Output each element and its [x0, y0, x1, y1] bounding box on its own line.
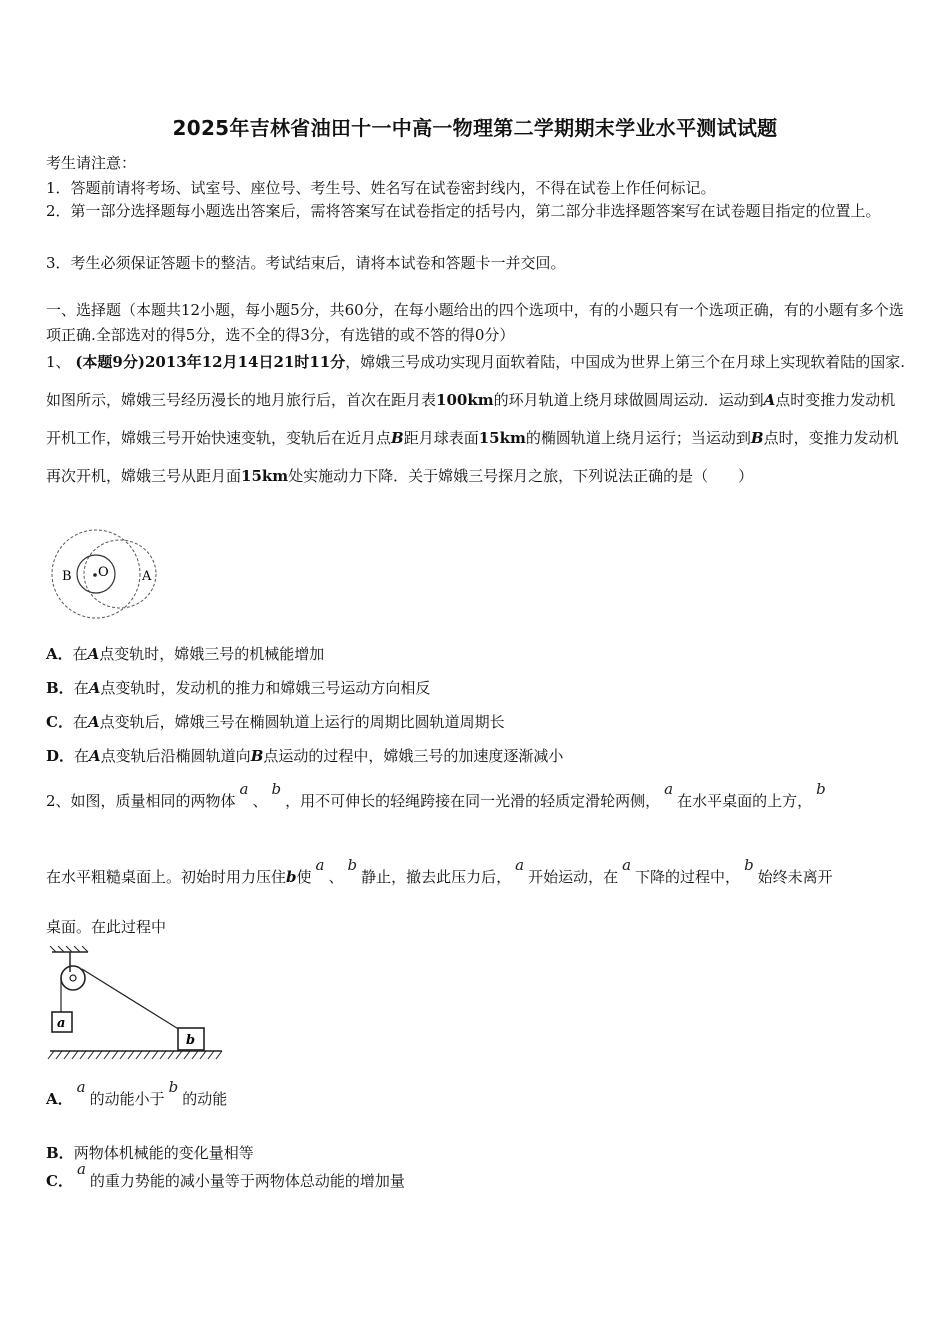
q1-point-b-2: B — [750, 429, 764, 447]
var-b: b — [816, 780, 826, 798]
pulley-diagram — [46, 946, 226, 1066]
q1-text-4: 距月球表面 — [403, 429, 479, 447]
var-b: b — [744, 856, 754, 874]
option-text: 点变轨后沿椭圆轨道向 — [100, 747, 251, 765]
hatch-line — [168, 1051, 174, 1059]
notice-item-1: 1．答题前请将考场、试室号、座位号、考生号、姓名写在试卷密封线内，不得在试卷上作任何标记。 — [46, 179, 716, 197]
option-var: B — [250, 747, 264, 765]
hatch-line — [96, 1051, 102, 1059]
option-text: 在 — [72, 645, 88, 663]
q1-date: (本题9分)2013年12月14日21时11分 — [75, 353, 346, 371]
section-heading: 一、选择题（本题共12小题，每小题5分，共60分，在每小题给出的四个选项中，有的小题只有一个选项正确，有的小题有多个选项正确.全部选对的得5分，选不全的得3分，有选错的或不答的得0分） — [46, 301, 904, 344]
hatch-line — [120, 1051, 126, 1059]
orbit-diagram — [48, 528, 168, 628]
hatch-line — [64, 1051, 70, 1059]
hatch-line — [80, 1051, 86, 1059]
ceiling-hatch — [50, 946, 56, 952]
pulley-axle — [70, 975, 76, 981]
question-1-stem — [46, 343, 906, 495]
option-letter: A． — [46, 1090, 73, 1108]
notice-item-2: 2．第一部分选择题每小题选出答案后，需将答案写在试卷指定的括号内，第二部分非选择题答案写在试卷题目指定的位置上。 — [46, 202, 881, 220]
q1-option-b[interactable] — [46, 677, 430, 698]
option-text: 的动能小于 — [89, 1090, 165, 1108]
var-a: a — [622, 856, 632, 874]
option-text: 在 — [73, 679, 89, 697]
question-2-line-1 — [46, 780, 906, 811]
q1-text-3: 点时变推力发动机开机工作，嫦娥三号开始快速变轨，变轨后在近月点 — [46, 391, 896, 447]
ceiling-hatch — [82, 946, 88, 952]
q1-text-1: ，嫦娥三号成功实现月面软着陆，中国成为世界上第三个在月球上实现软着陆的国家.如图所示，嫦娥三号经历漫长的地月旅行后，首次在距月表 — [46, 353, 905, 409]
block-a-label: a — [57, 1016, 66, 1031]
q2-option-a[interactable] — [46, 1078, 906, 1109]
option-text: 点变轨后，嫦娥三号在椭圆轨道上运行的周期比圆轨道周期长 — [99, 713, 505, 731]
q2-text: 使 — [296, 868, 312, 886]
q2-text: 2、如图，质量相同的两物体 — [46, 792, 236, 810]
option-text: 的动能 — [182, 1090, 228, 1108]
q2-option-c[interactable] — [46, 1160, 906, 1191]
label-a: A — [142, 569, 152, 584]
option-var: A — [88, 679, 101, 697]
option-text: 在 — [72, 713, 88, 731]
label-o: O — [98, 565, 109, 580]
notice-item-3: 3．考生必须保证答题卡的整洁。考试结束后，请将本试卷和答题卡一并交回。 — [46, 254, 566, 272]
q2-text: ，用不可伸长的轻绳跨接在同一光滑的轻质定滑轮两侧， — [285, 792, 661, 810]
q1-option-c[interactable] — [46, 711, 505, 732]
hatch-line — [176, 1051, 182, 1059]
q2-text: 下降的过程中， — [635, 868, 741, 886]
q1-number: 1、 — [46, 353, 76, 371]
q1-distance-100km: 100km — [436, 391, 494, 409]
ceiling-hatch — [58, 946, 64, 952]
q2-sep: 、 — [328, 868, 344, 886]
hatch-line — [72, 1051, 78, 1059]
option-text: 点运动的过程中，嫦娥三号的加速度逐渐减小 — [263, 747, 564, 765]
hatch-line — [112, 1051, 118, 1059]
var-a: a — [315, 856, 325, 874]
var-b-bold: b — [286, 868, 297, 886]
var-a: a — [76, 1078, 86, 1096]
q1-distance-15km-2: 15km — [241, 467, 289, 485]
q1-option-d[interactable] — [46, 745, 563, 766]
hatch-line — [104, 1051, 110, 1059]
q1-text-6: 点时，变推力发动机再次开机，嫦娥三号从距月面 — [46, 429, 899, 485]
hatch-line — [184, 1051, 190, 1059]
var-a: a — [76, 1160, 86, 1178]
q1-point-a: A — [763, 391, 776, 409]
q1-text-7: 处实施动力下降．关于嫦娥三号探月之旅，下列说法正确的是（ ） — [288, 467, 754, 485]
hatch-line — [200, 1051, 206, 1059]
q1-point-b: B — [391, 429, 404, 447]
option-var: A — [87, 645, 100, 663]
pulley-wheel — [61, 966, 85, 990]
q2-sep: 、 — [252, 792, 268, 810]
option-letter: C． — [46, 713, 73, 731]
option-var: A — [87, 713, 100, 731]
var-a: a — [664, 780, 674, 798]
notice-heading: 考生请注意： — [46, 154, 137, 172]
hatch-line — [152, 1051, 158, 1059]
ceiling-hatch — [74, 946, 80, 952]
question-2-line-2 — [46, 856, 906, 887]
option-text: 的重力势能的减小量等于两物体总动能的增加量 — [89, 1172, 405, 1190]
q1-distance-15km: 15km — [478, 429, 526, 447]
var-a: a — [239, 780, 249, 798]
option-var: A — [89, 747, 101, 765]
option-text: 点变轨时，发动机的推力和嫦娥三号运动方向相反 — [100, 679, 431, 697]
ceiling-hatch — [66, 946, 72, 952]
option-text: 在 — [74, 747, 90, 765]
block-b-label: b — [186, 1033, 196, 1048]
q2-text: 始终未离开 — [757, 868, 833, 886]
option-letter: B． — [46, 1144, 74, 1162]
hatch-line — [208, 1051, 214, 1059]
option-letter: D． — [46, 747, 75, 765]
var-b: b — [168, 1078, 179, 1096]
question-2-line-3: 桌面。在此过程中 — [46, 918, 167, 936]
option-letter: C． — [46, 1172, 73, 1190]
q2-text: 在水平粗糙桌面上。初始时用力压住 — [46, 868, 287, 886]
q2-text: 静止，撤去此压力后， — [361, 868, 512, 886]
q1-text-2: 的环月轨道上绕月球做圆周运动．运动到 — [493, 391, 764, 409]
option-text: 点变轨时，嫦娥三号的机械能增加 — [99, 645, 325, 663]
option-letter: B． — [46, 679, 74, 697]
hatch-line — [56, 1051, 62, 1059]
hatch-line — [192, 1051, 198, 1059]
q1-option-a[interactable] — [46, 643, 324, 664]
page-title: 2025年吉林省油田十一中高一物理第二学期期末学业水平测试试题 — [172, 116, 778, 140]
option-letter: A． — [46, 645, 73, 663]
option-text: 两物体机械能的变化量相等 — [73, 1144, 254, 1162]
q1-text-5: 的椭圆轨道上绕月运行；当运动到 — [525, 429, 751, 447]
hatch-line — [144, 1051, 150, 1059]
hatch-line — [128, 1051, 134, 1059]
var-a: a — [515, 856, 525, 874]
hatch-line — [88, 1051, 94, 1059]
moon-center — [93, 573, 97, 577]
table-hatching — [48, 1051, 222, 1059]
var-b: b — [347, 856, 358, 874]
hatch-line — [216, 1051, 222, 1059]
var-b: b — [271, 780, 282, 798]
rope-slant — [82, 969, 180, 1030]
q2-text: 在水平桌面的上方， — [677, 792, 813, 810]
hatch-line — [160, 1051, 166, 1059]
hatch-line — [48, 1051, 54, 1059]
hatch-line — [136, 1051, 142, 1059]
q2-text: 开始运动，在 — [528, 868, 619, 886]
label-b: B — [62, 569, 72, 584]
